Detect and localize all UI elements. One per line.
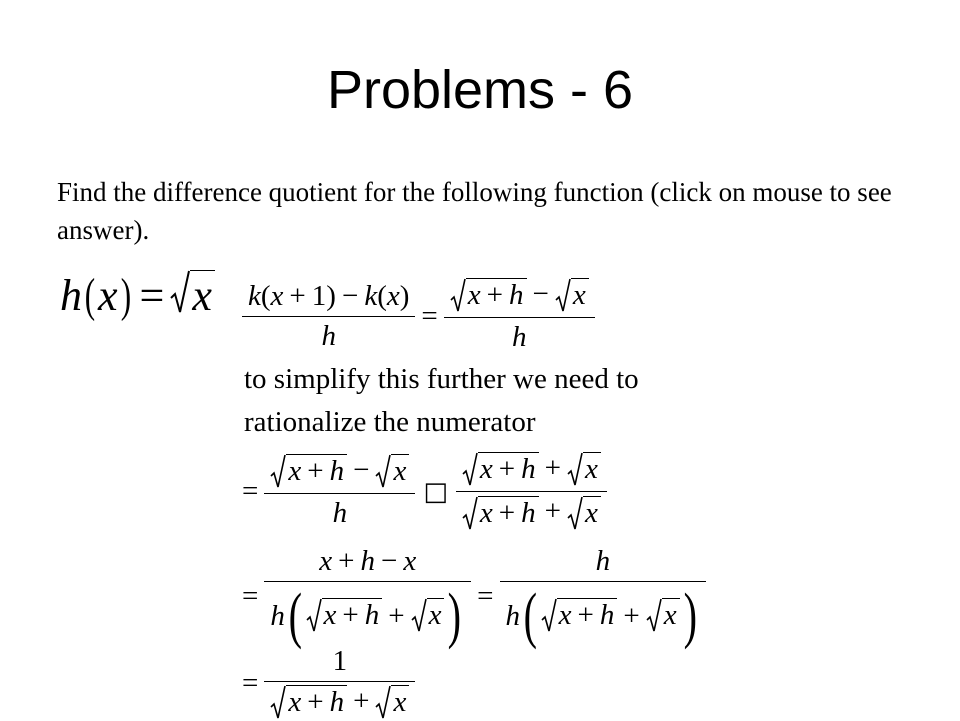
radicand: x [391, 685, 409, 721]
radicand: x [190, 270, 215, 320]
square-root [306, 598, 383, 634]
number-one: 1 [311, 279, 327, 312]
plus-sign: + [577, 599, 594, 631]
minus-sign: − [353, 453, 370, 486]
dq-denominator: h [321, 319, 336, 352]
plus-sign: + [353, 685, 370, 717]
square-root [375, 454, 409, 490]
big-right-paren: ) [448, 582, 462, 650]
square-root [270, 454, 347, 490]
equals-sign: = [139, 271, 165, 320]
original-numerator [264, 454, 415, 493]
plus-sign: + [544, 495, 561, 528]
instruction-text: Find the difference quotient for the following function (click on mouse to see answer). [57, 177, 892, 245]
radicand [286, 454, 347, 490]
paren: ) [399, 279, 410, 312]
square-root [567, 452, 601, 488]
final-fraction [264, 645, 415, 721]
paren: ( [260, 279, 271, 312]
radicand: x [583, 452, 601, 488]
equals-sign: = [242, 579, 259, 612]
final-denominator [264, 682, 415, 721]
function-name: h [60, 271, 82, 320]
square-root [411, 598, 445, 634]
radicand: x [427, 598, 445, 634]
radicand [557, 598, 618, 634]
square-root [462, 496, 539, 532]
substituted-numerator [444, 278, 595, 317]
expanded-denominator [264, 582, 471, 650]
final-answer-line [242, 645, 415, 721]
equals-sign: = [477, 579, 494, 612]
square-root [170, 270, 215, 320]
square-root [462, 452, 539, 488]
square-root [541, 598, 618, 634]
var-h: h [329, 686, 345, 719]
plus-sign: + [307, 455, 324, 488]
var-x: x [467, 279, 481, 312]
radicand [466, 278, 527, 314]
var-h: h [270, 599, 285, 632]
plus-sign: + [289, 279, 306, 312]
var-k: k [248, 279, 261, 312]
paren: ) [326, 279, 336, 312]
var-x: x [319, 545, 333, 577]
left-paren: ( [84, 268, 96, 322]
substituted-denominator: h [512, 321, 527, 354]
expanded-fraction [264, 545, 471, 650]
radicand: x [662, 598, 680, 634]
rationalize-text: rationalize the numerator [244, 406, 536, 438]
var-x: x [288, 455, 302, 488]
original-denominator: h [332, 497, 348, 530]
big-left-paren: ( [288, 582, 302, 650]
conjugate-fraction [456, 452, 607, 532]
radicand [286, 685, 347, 721]
square-root [270, 685, 347, 721]
square-root [555, 278, 589, 314]
var-h: h [364, 599, 380, 631]
var-h: h [521, 453, 536, 486]
function-definition [60, 270, 215, 321]
var-k: k [364, 279, 378, 312]
final-numerator: 1 [332, 645, 348, 677]
cancelled-fraction [500, 545, 707, 650]
right-paren: ) [120, 268, 131, 322]
var-h: h [329, 455, 345, 488]
var-x: x [386, 279, 400, 312]
equals-sign: = [242, 475, 259, 508]
plus-sign: + [498, 453, 516, 486]
rationalize-line [242, 452, 607, 532]
plus-sign: + [307, 686, 324, 719]
var-h: h [509, 279, 524, 312]
minus-sign: − [381, 545, 398, 577]
radicand [478, 496, 539, 532]
square-root [375, 685, 409, 721]
simplify-text: to simplify this further we need to [244, 363, 639, 395]
var-x: x [288, 686, 302, 719]
var-x: x [479, 496, 493, 529]
equals-sign: = [421, 299, 438, 332]
var-h: h [599, 599, 615, 631]
plus-sign: + [342, 599, 359, 631]
radicand: x [583, 496, 601, 532]
square-root [450, 278, 527, 314]
var-x: x [479, 453, 493, 486]
var-h: h [360, 545, 375, 577]
plus-sign: + [338, 545, 355, 577]
plus-sign: + [498, 496, 516, 529]
minus-sign: − [532, 278, 549, 310]
plus-sign: + [486, 279, 503, 312]
cancelled-numerator: h [595, 545, 611, 577]
conjugate-denominator [456, 492, 607, 531]
var-h: h [505, 599, 520, 632]
radicand [478, 452, 539, 488]
function-variable: x [97, 271, 118, 320]
var-h: h [521, 496, 536, 529]
square-root [567, 496, 601, 532]
substituted-fraction [444, 278, 595, 354]
radicand [322, 598, 383, 634]
paren: ( [377, 279, 387, 312]
big-right-paren: ) [683, 582, 697, 650]
missing-symbol-placeholder: □ [423, 476, 448, 507]
square-root [646, 598, 680, 634]
minus-sign: − [341, 279, 359, 312]
plus-sign: + [544, 452, 561, 484]
expanded-numerator [313, 545, 422, 581]
conjugate-numerator [456, 452, 607, 491]
radicand: x [391, 454, 409, 490]
difference-quotient-line [242, 278, 595, 354]
radicand: x [571, 278, 589, 314]
simplify-line [242, 545, 706, 650]
var-x: x [270, 279, 284, 312]
cancelled-denominator [500, 582, 707, 650]
difference-quotient-fraction [242, 280, 415, 353]
slide-title: Problems - 6 [326, 60, 634, 120]
var-x: x [558, 599, 572, 631]
big-left-paren: ( [523, 582, 538, 650]
equals-sign: = [242, 666, 259, 699]
var-x: x [323, 599, 337, 631]
dq-numerator [242, 280, 415, 316]
var-x: x [403, 545, 417, 577]
original-fraction [264, 454, 415, 530]
plus-sign: + [623, 599, 640, 632]
plus-sign: + [388, 599, 405, 632]
